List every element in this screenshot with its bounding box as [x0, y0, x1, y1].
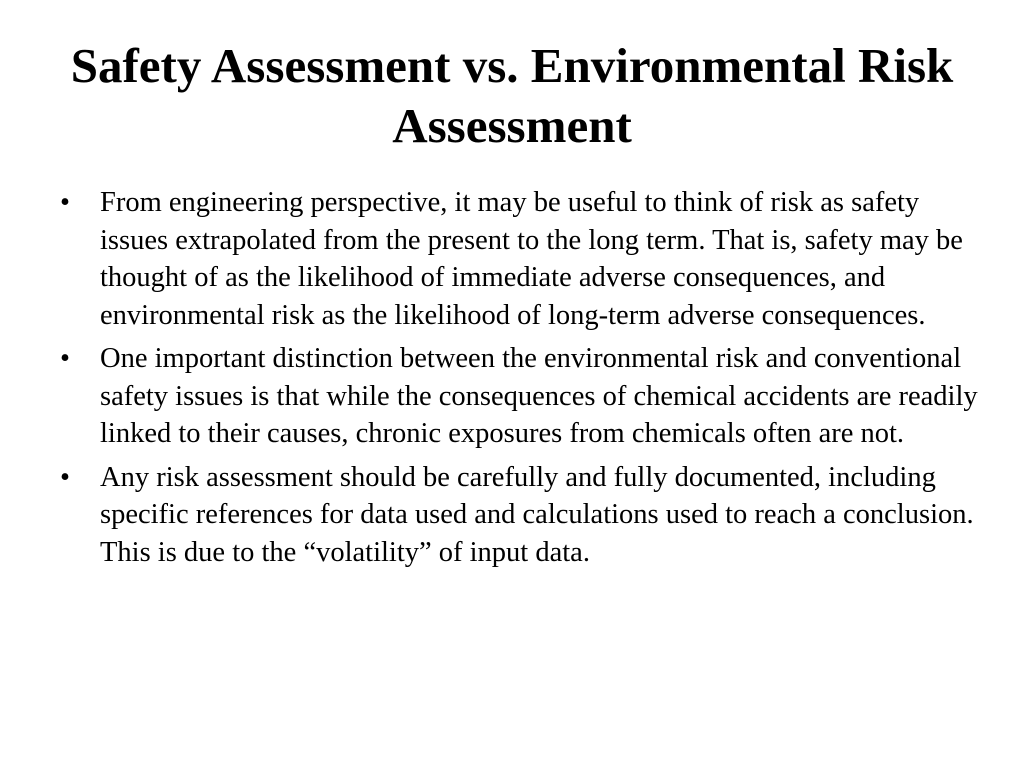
slide-title: Safety Assessment vs. Environmental Risk Assessment — [70, 38, 954, 153]
bullet-icon: • — [60, 187, 70, 218]
bullet-item — [60, 340, 980, 453]
bullet-item — [60, 184, 980, 334]
bullet-icon: • — [60, 461, 70, 493]
bullet-text: Any risk assessment should be carefully and fully documented, including specific references for data used and calculations used to reach a conclusion. This is due to the “volatility” of input data. — [100, 461, 974, 568]
bullet-text: From engineering perspective, it may be useful to think of risk as safety issues extrapolated from the present to the long term. That is, safety may be thought of as the likelihood of immediate adverse consequences, and environmental risk as the likelihood of long-term adverse consequences. — [100, 187, 963, 331]
bullet-text: One important distinction between the environmental risk and conventional safety issues is that while the consequences of chemical accidents are readily linked to their causes, chronic exposures from chemicals often are not. — [100, 343, 978, 449]
bullet-icon: • — [60, 343, 70, 374]
bullet-item — [60, 459, 980, 572]
bullet-list — [60, 184, 980, 577]
